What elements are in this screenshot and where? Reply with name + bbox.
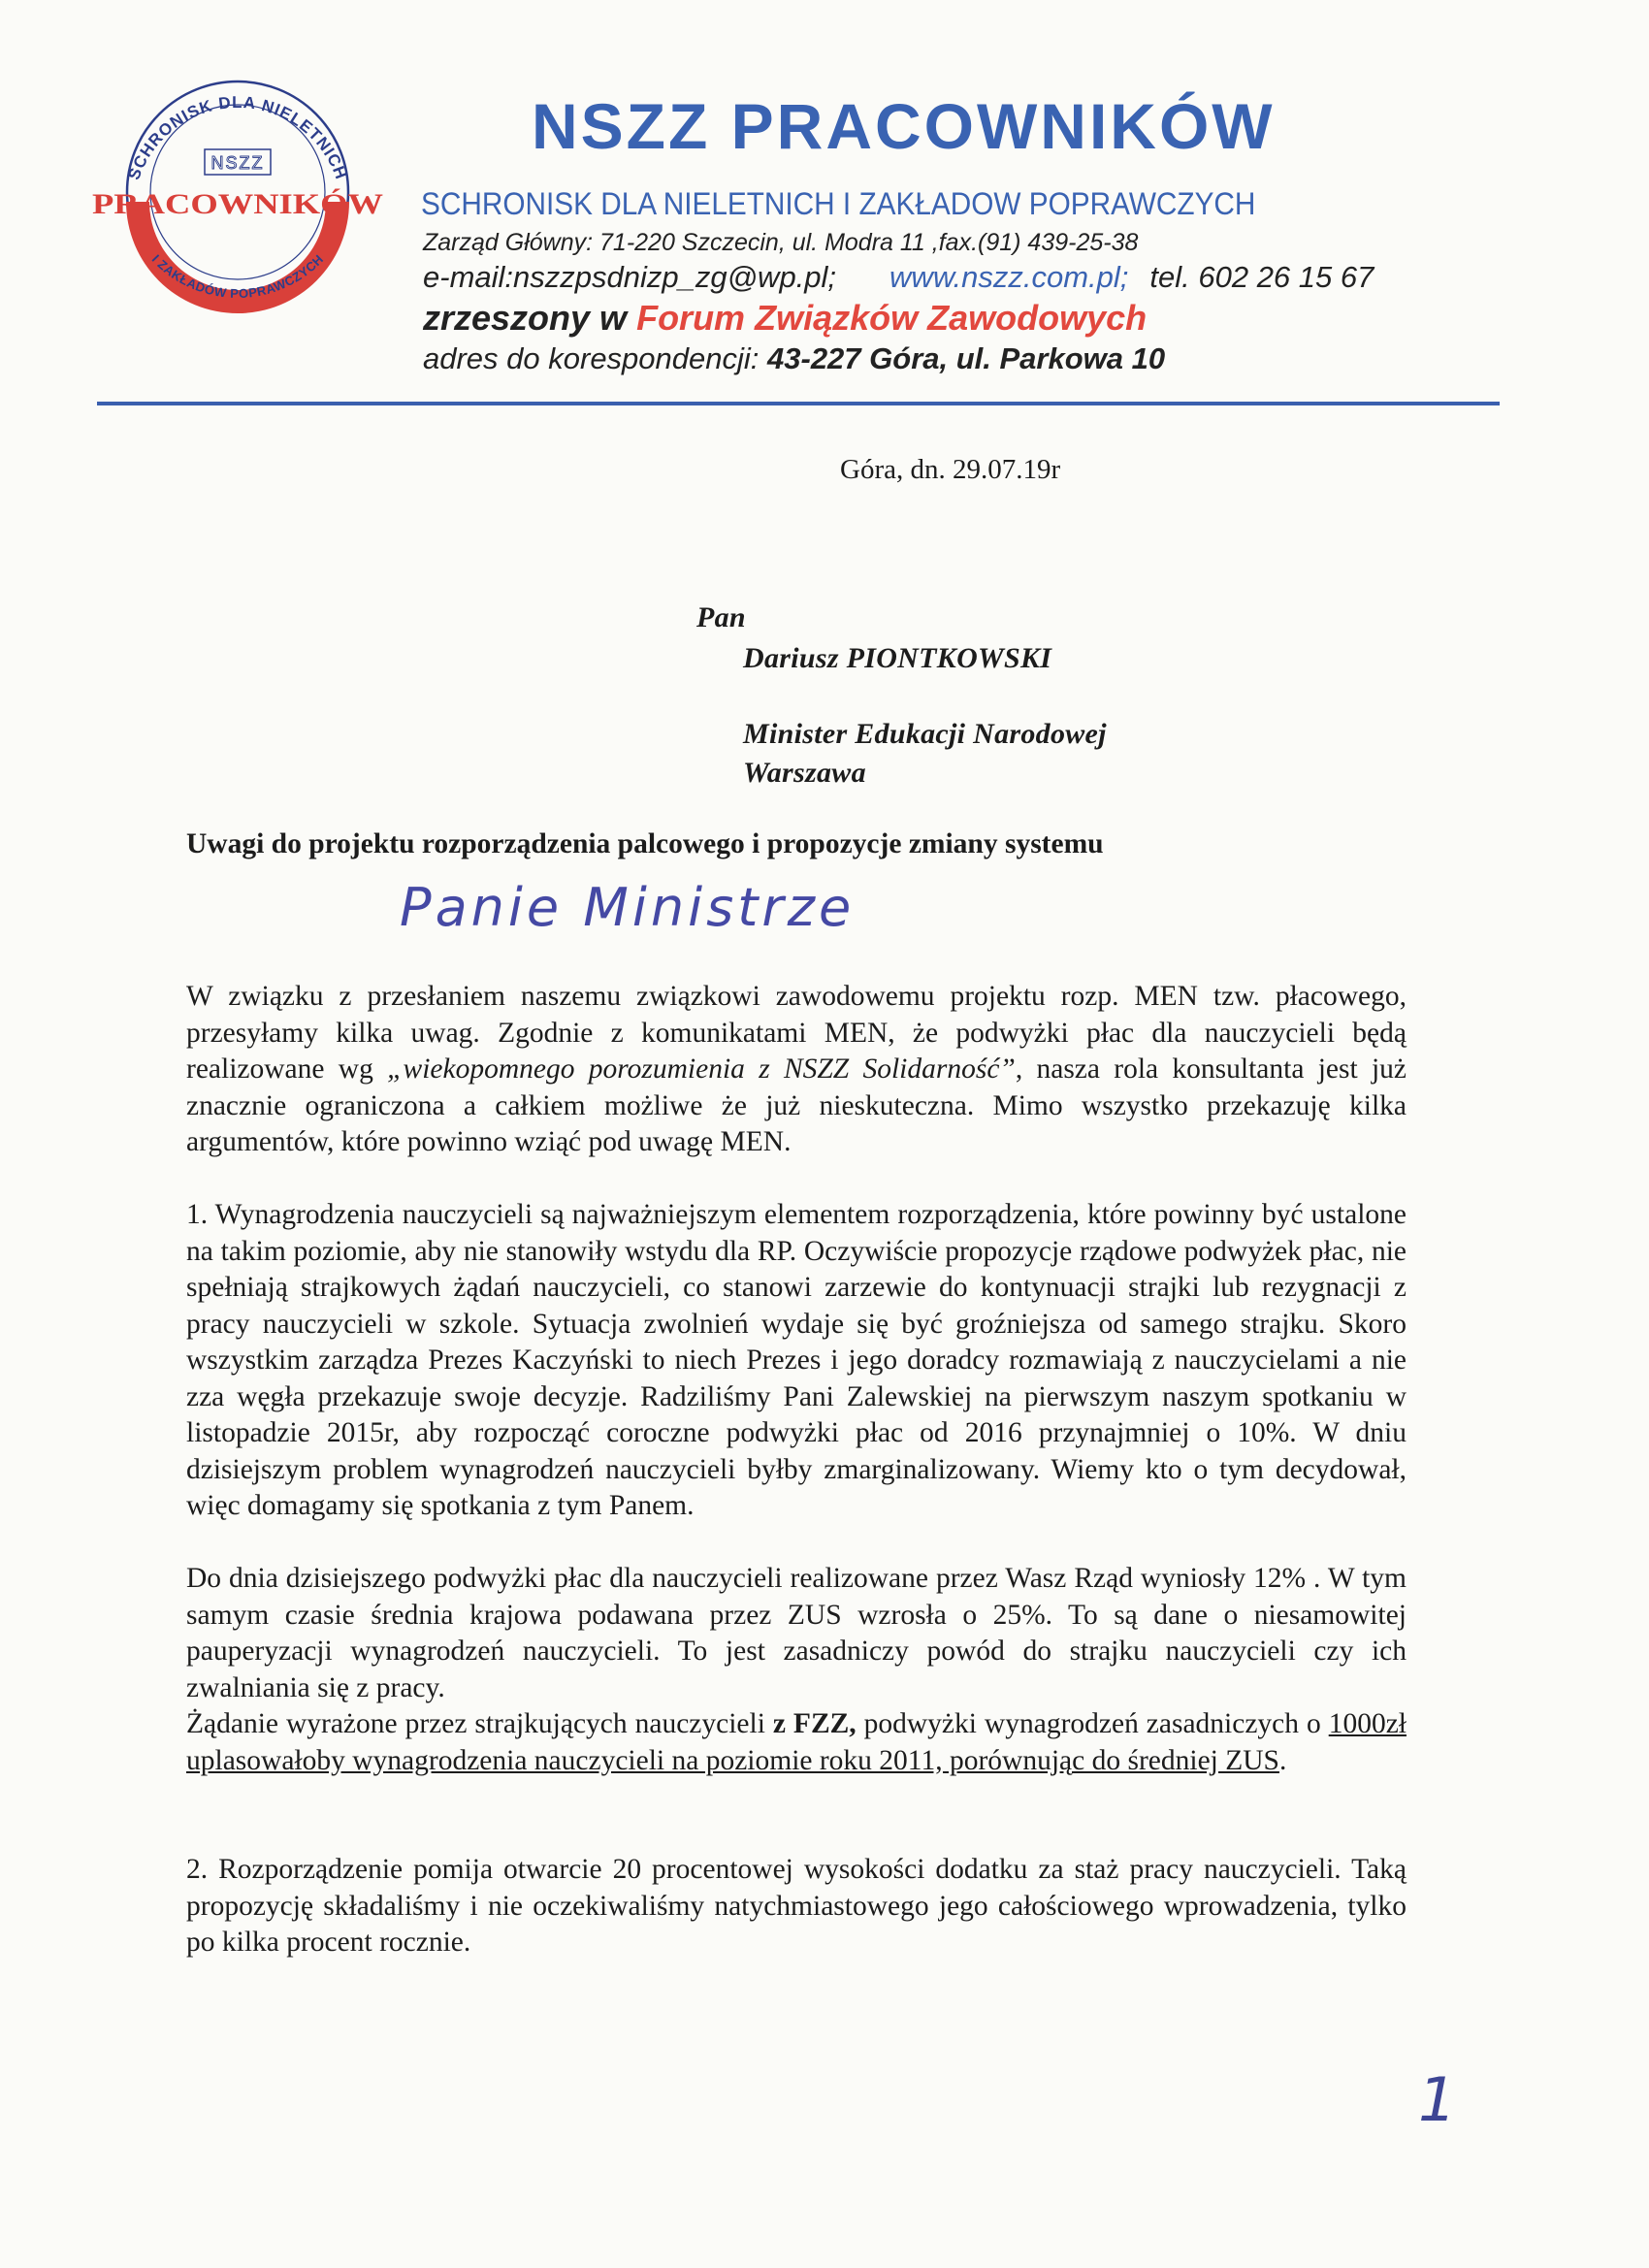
handwritten-page-number: 1 <box>1418 2064 1457 2135</box>
org-title: NSZZ PRACOWNIKÓW <box>532 90 1276 162</box>
intro-paragraph <box>186 979 1406 1161</box>
recipient-position: Minister Edukacji Narodowej <box>743 718 1107 750</box>
email-text: e-mail:nszzpsdnizp_zg@wp.pl; <box>423 260 837 294</box>
point-1-paragraph: 1. Wynagrodzenia nauczycieli są najważniejszym elementem rozporządzenia, które powinny być ustalone na takim poziomie, aby nie stanowiły wstydu dla RP. Oczywiście propozycje rządowe podwyżek płac, nie spełniają strajkowych żądań nauczycieli, co stanowi zarzewie do kontynuacji strajki lub rezygnacji z pracy nauczycieli w szkole. Sytuacja zwolnień wydaje się być groźniejsza od samego strajku. Skoro wszystkim zarządza Prezes Kaczyński to niech Prezes i jego doradcy rozmawiają z nauczycielami a nie zza węgła przekazuje swoje decyzje. Radziliśmy Pani Zalewskiej na pierwszym naszym spotkaniu w listopadzie 2015r, aby rozpocząć coroczne podwyżki płac od 2016 przynajmniej o 10%. W dniu dzisiejszym problem wynagrodzeń nauczycieli byłby zmarginalizowany. Wiemy kto o tym decydował, więc domagamy się spotkania z tym Panem. <box>186 1199 1406 1521</box>
website-link[interactable]: www.nszz.com.pl; <box>889 260 1129 294</box>
demand-text-a: Żądanie wyrażone przez strajkujących nauczycieli <box>186 1708 773 1739</box>
handwritten-salutation: Panie Ministrze <box>400 877 856 938</box>
point-1-demand <box>186 1706 1406 1779</box>
recipient-name: Dariusz PIONTKOWSKI <box>743 642 1052 674</box>
recipient-title: Pan <box>696 601 746 633</box>
phone-text: tel. 602 26 15 67 <box>1149 260 1374 294</box>
org-subtitle: SCHRONISK DLA NIELETNICH I ZAKŁADOW POPRAWCZYCH <box>421 186 1256 221</box>
affiliation-prefix: zrzeszony w <box>423 298 628 338</box>
intro-text-a: W związku z przesłaniem naszemu związkowi zawodowemu projektu rozp. MEN tzw. płacowego, przesyłamy kilka uwag. Zgodnie z komunikatami MEN, że podwyżki płac dla nauczycieli będą realizowane wg <box>186 981 1406 1085</box>
correspondence-line <box>423 343 1165 373</box>
intro-text-b: , nasza rola konsultanta jest już znacznie ograniczona a całkiem możliwe że już nieskuteczna. Mimo wszystko przekazuję kilka argumentów, które powinno wziąć pod uwagę MEN. <box>186 1053 1406 1157</box>
head-office-address: Zarząd Główny: 71-220 Szczecin, ul. Modra 11 ,fax.(91) 439-25-38 <box>423 229 1139 256</box>
correspondence-label: adres do korespondencji: <box>423 341 760 375</box>
correspondence-address: 43-227 Góra, ul. Parkowa 10 <box>767 341 1166 375</box>
logo-badge-text: NSZZ <box>210 153 265 173</box>
letter-date: Góra, dn. 29.07.19r <box>840 454 1061 485</box>
demand-end: . <box>1278 1744 1287 1776</box>
contact-line <box>423 262 1374 292</box>
demand-text-b: podwyżki wynagrodzeń zasadniczych o <box>856 1708 1329 1739</box>
demand-fzz: z FZZ, <box>772 1708 857 1739</box>
letter-subject: Uwagi do projektu rozporządzenia palcowego i propozycje zmiany systemu <box>186 828 1104 859</box>
recipient-city: Warszawa <box>743 757 866 789</box>
logo-band-text: PRACOWNIKÓW <box>92 188 383 220</box>
logo-arc-top-text: SCHRONISK DLA NIELETNICH <box>124 92 351 182</box>
intro-quote: „wiekopomnego porozumienia z NSZZ Solidarność” <box>387 1053 1016 1085</box>
demand-underlined: 1000zł uplasowałoby wynagrodzenia nauczycieli na poziomie roku 2011, porównując do średniej ZUS <box>186 1708 1406 1776</box>
header-divider <box>97 402 1500 405</box>
logo-arc-bottom-text: I ZAKŁADÓW POPRAWCZYCH <box>148 251 327 302</box>
affiliation-name: Forum Związków Zawodowych <box>636 298 1148 338</box>
point-1-continuation: Do dnia dzisiejszego podwyżki płac dla nauczycieli realizowane przez Wasz Rząd wyniosły 12% . W tym samym czasie średnia krajowa podawana przez ZUS wzrosła o 25%. To są dane o niesamowitej pauperyzacji wynagrodzeń nauczycieli. To jest zasadniczy powód do strajku nauczycieli czy ich zwalniania się z pracy. <box>186 1563 1406 1703</box>
union-logo <box>83 66 392 318</box>
affiliation-line <box>423 298 1148 338</box>
point-2-paragraph: 2. Rozporządzenie pomija otwarcie 20 procentowej wysokości dodatku za staż pracy nauczycieli. Taką propozycję składaliśmy i nie oczekiwaliśmy natychmiastowego jego całościowego wprowadzenia, tylko po kilka procent rocznie. <box>186 1854 1406 1958</box>
